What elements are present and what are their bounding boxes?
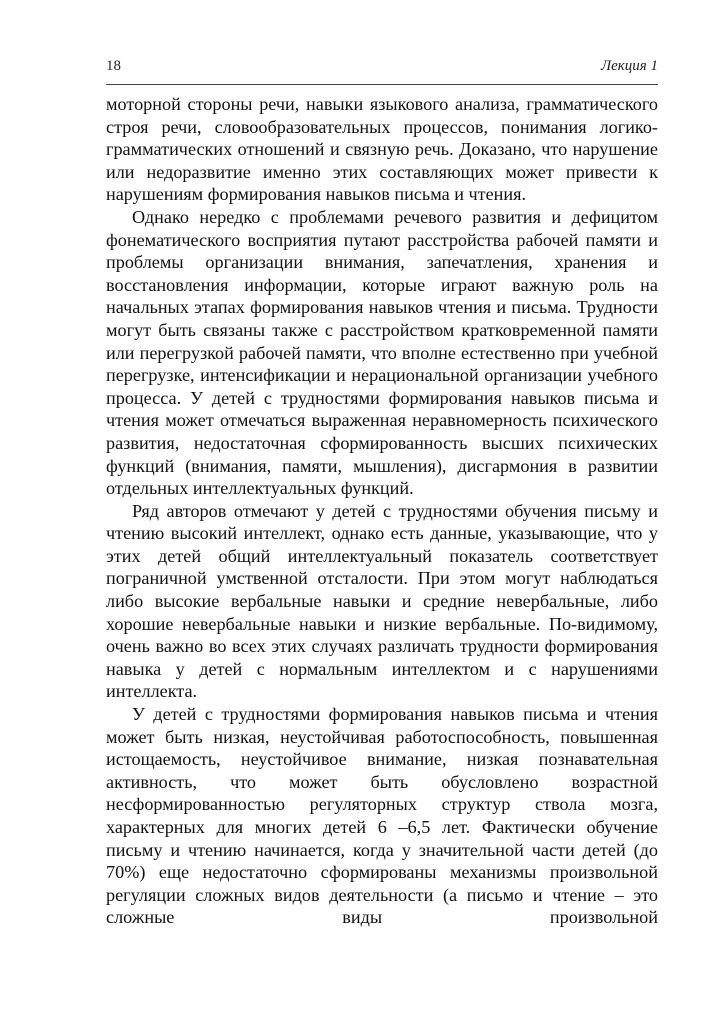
paragraph-3: Ряд авторов отмечают у детей с трудностями обучения письму и чтению высокий интеллект, однако есть данные, указывающие, что у этих детей общий интеллектуальный показатель соответствует пограничной умственной отсталости. При этом могут наблюдаться либо высокие вербальные навыки и средние невербальные, либо хорошие невербальные навыки и низкие вербальные. По-видимому, очень важно во всех этих случаях различать трудности формирования навыка у детей с нормальным интеллектом и с нарушениями интеллекта. — [106, 500, 658, 702]
paragraph-2: Однако нередко с проблемами речевого развития и дефицитом фонематического восприятия путают расстройства рабочей памяти и проблемы организации внимания, запечатления, хранения и восстановления информации, которые играют важную роль на начальных этапах формирования навыков чтения и письма. Трудности могут быть связаны также с расстройством кратковременной памяти или перегрузкой рабочей памяти, что вполне естественно при учебной перегрузке, интенсификации и нерациональной организации учебного процесса. У детей с трудностями формирования навыков письма и чтения может отмечаться выраженная неравномерность психического развития, недостаточная сформированность высших психических функций (внимания, памяти, мышления), дисгармония в развитии отдельных интеллектуальных функций. — [106, 206, 658, 499]
page-number: 18 — [106, 58, 121, 74]
paragraph-1: моторной стороны речи, навыки языкового анализа, грамматического строя речи, словообразовательных процессов, понимания логико-грамматических отношений и связную речь. Доказано, что нарушение или недоразвитие именно этих составляющих может привести к нарушениям формирования навыков письма и чтения. — [106, 94, 658, 205]
header-divider — [106, 84, 658, 85]
chapter-title: Лекция 1 — [600, 58, 658, 74]
paragraph-4: У детей с трудностями формирования навыков письма и чтения может быть низкая, неустойчивая работоспособность, повышенная истощаемость, неустойчивое внимание, низкая познавательная активность, что может быть обусловлено возрастной несформированностью регуляторных структур ствола мозга, характерных для многих детей 6 –6,5 лет. Фактически обучение письму и чтению начинается, когда у значительной части детей (до 70%) еще недостаточно сформированы механизмы произвольной регуляции сложных видов деятельности (а письмо и чтение – это сложные виды произвольной — [106, 704, 658, 928]
body-text — [106, 93, 658, 929]
running-header — [106, 57, 658, 75]
